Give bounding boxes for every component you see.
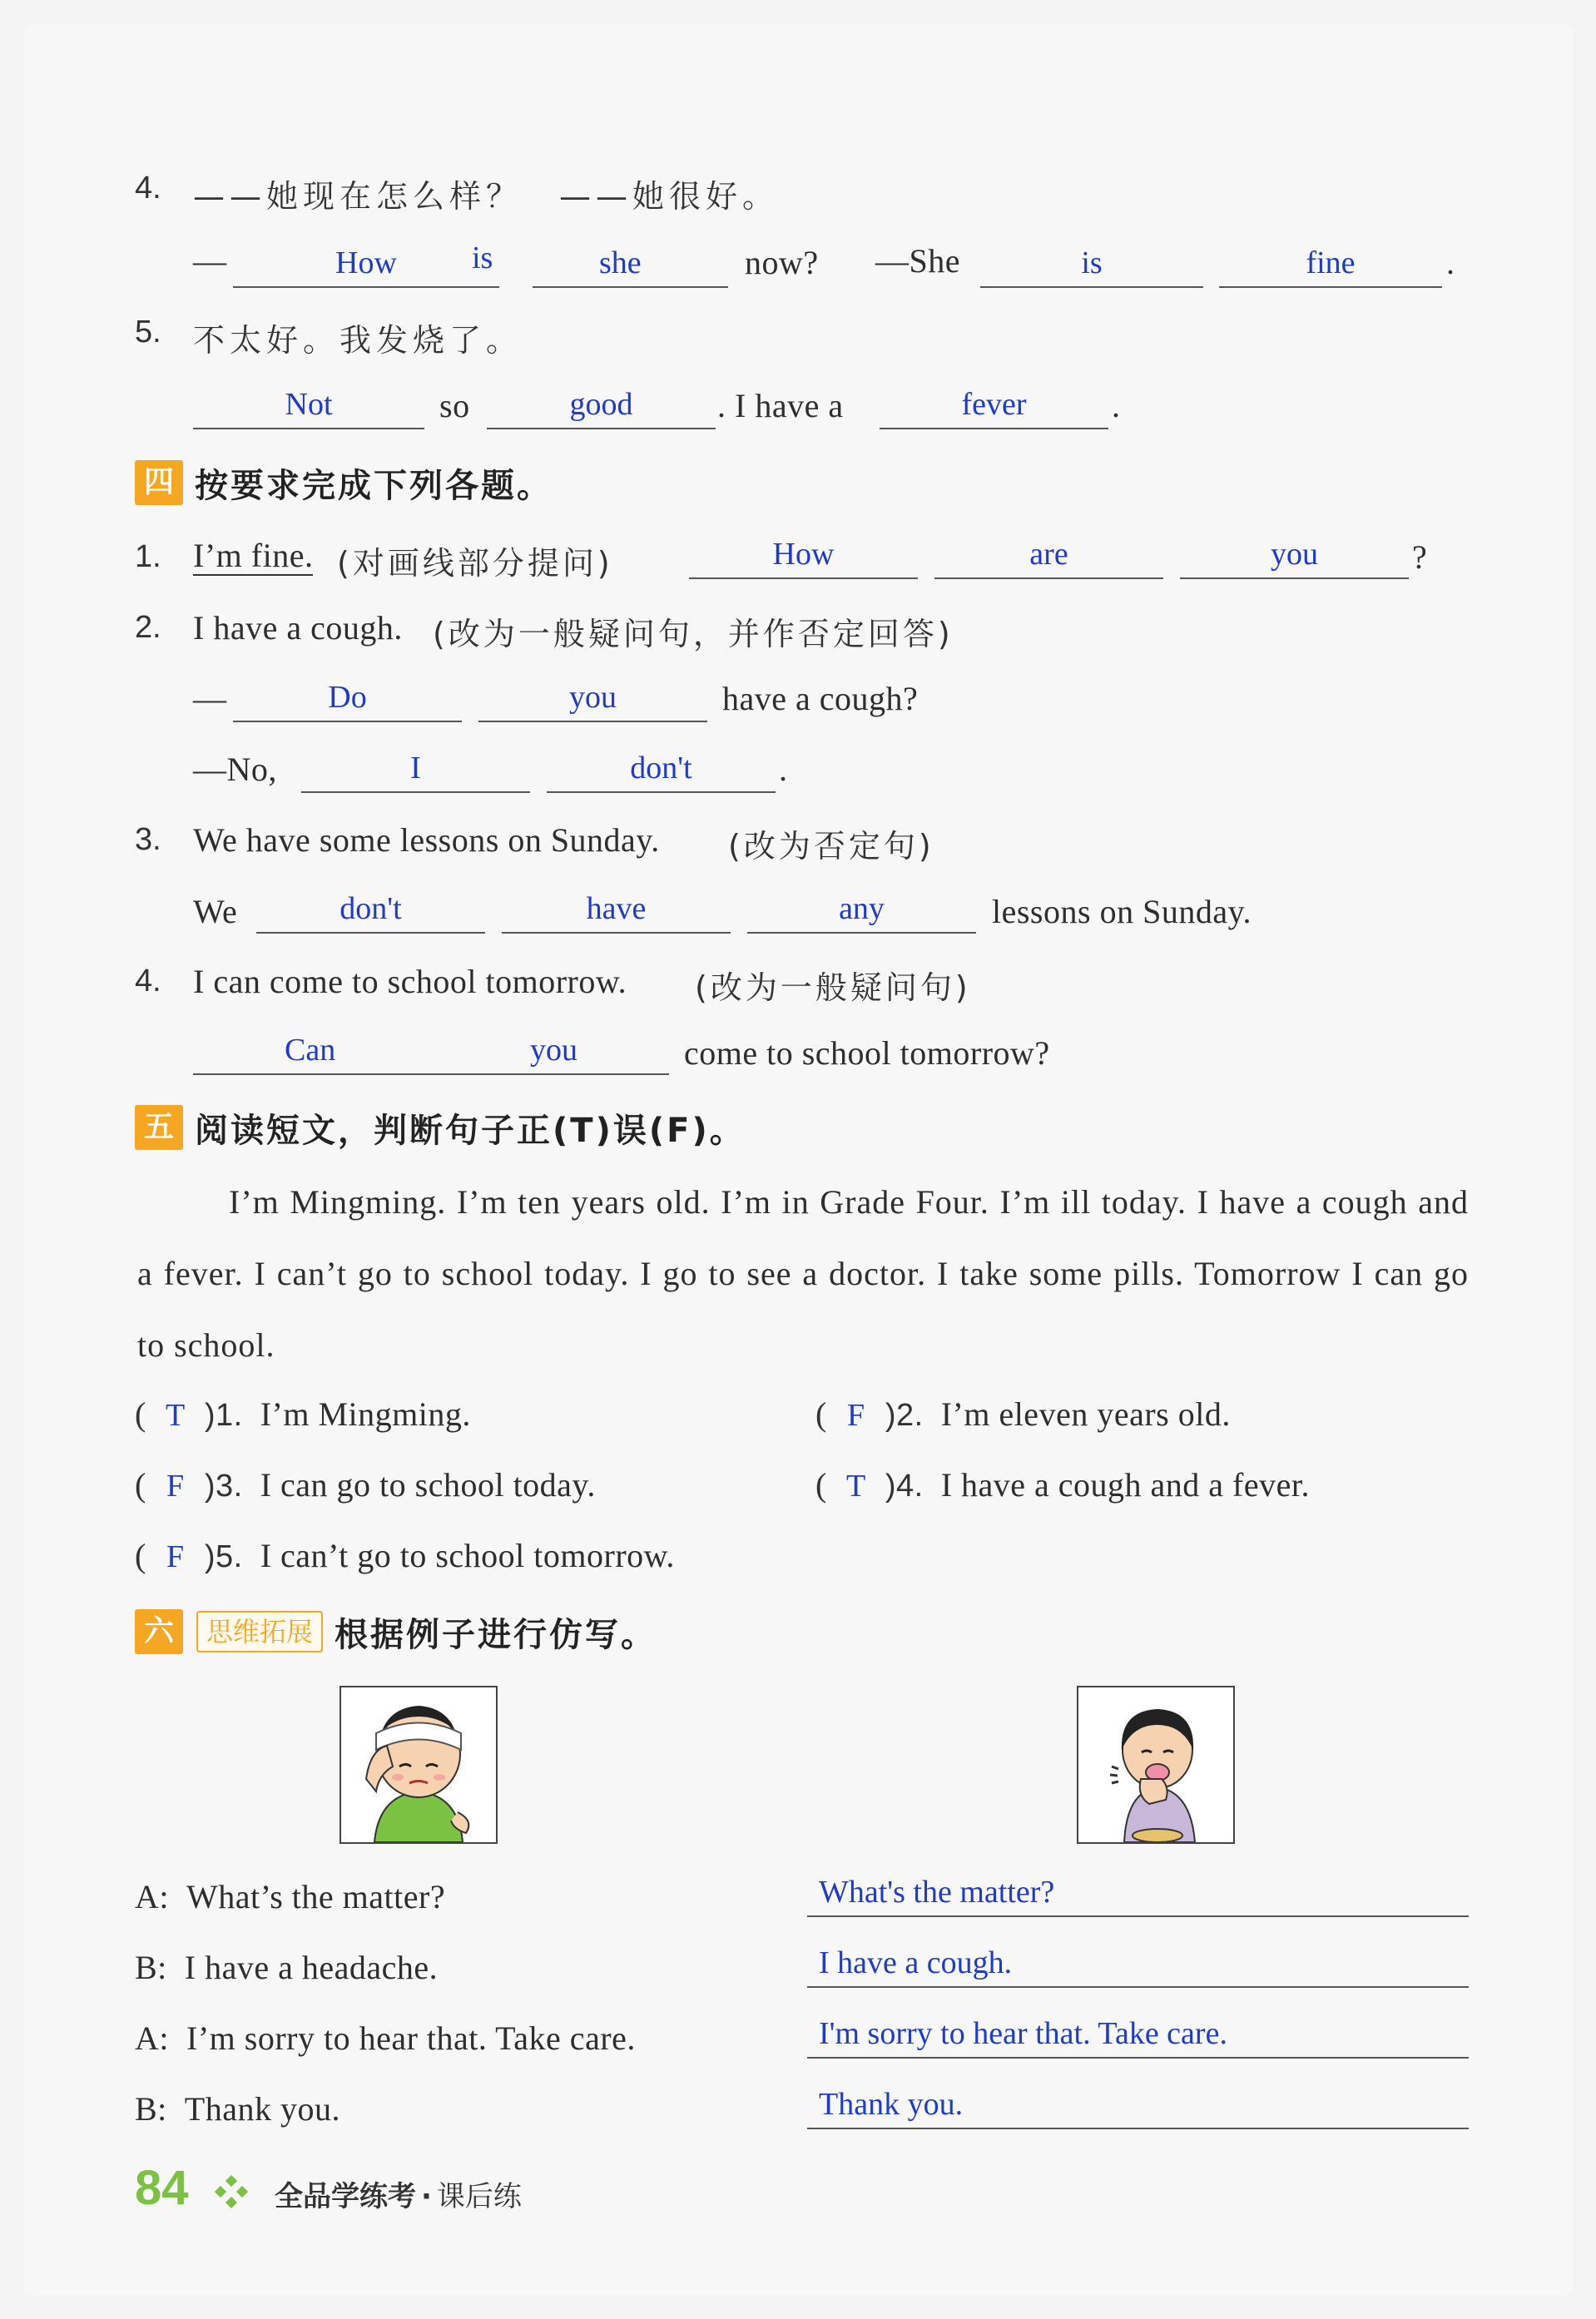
dash: — — [193, 680, 227, 717]
dialogue-line — [135, 2019, 636, 2058]
footer-dot: · — [421, 2180, 432, 2213]
open-paren: ( — [135, 1466, 146, 1504]
section-header-5 — [135, 1105, 746, 1150]
section-badge: 六 — [135, 1609, 183, 1654]
item-text: I can’t go to school tomorrow. — [260, 1537, 675, 1574]
question-mark: ? — [1412, 538, 1428, 576]
question-note: (对画线部分提问) — [337, 545, 613, 582]
question-text: —No, — [193, 751, 277, 788]
answer-text: good — [569, 387, 633, 422]
tf-item — [135, 1465, 596, 1504]
answer-text: How — [772, 537, 835, 572]
speaker: A: — [135, 1878, 169, 1915]
dialogue-text: What’s the matter? — [186, 1878, 446, 1915]
answer-blank[interactable] — [478, 681, 707, 722]
footer-brand — [275, 2173, 522, 2214]
item-number: )2. — [885, 1398, 924, 1433]
item-number: )4. — [885, 1469, 924, 1504]
answer-text: Can — [285, 1033, 336, 1068]
answer-blank[interactable] — [193, 1033, 669, 1075]
question-number: 2. — [135, 610, 161, 645]
footer-subtitle: 课后练 — [436, 2180, 522, 2213]
item-text: I have a cough and a fever. — [940, 1466, 1310, 1504]
headache-boy-icon — [341, 1687, 496, 1842]
question-chinese: ——她现在怎么样？ ——她很好。 — [193, 178, 780, 215]
item-number: )1. — [204, 1398, 243, 1433]
answer-text: is — [1081, 245, 1103, 280]
dialogue-text: I have a headache. — [184, 1949, 439, 1986]
clover-icon — [215, 2175, 248, 2212]
item-text: I’m Mingming. — [260, 1395, 471, 1433]
section-title: 根据例子进行仿写。 — [335, 1615, 657, 1654]
answer-text: is — [472, 240, 493, 275]
open-paren: ( — [135, 1395, 146, 1433]
answer-blank[interactable] — [747, 892, 976, 934]
dialogue-line — [135, 2089, 340, 2128]
item-number: )3. — [204, 1469, 243, 1504]
cough-boy-illustration — [1077, 1686, 1235, 1844]
question-text: lessons on Sunday. — [992, 893, 1252, 930]
answer-blank[interactable] — [502, 892, 731, 934]
answer-blank[interactable] — [934, 538, 1163, 579]
tf-answer[interactable]: T — [845, 1469, 866, 1504]
answer-blank[interactable] — [1180, 538, 1409, 579]
dash: — — [193, 242, 227, 280]
question-text: We have some lessons on Sunday. — [193, 821, 660, 859]
section-header-6 — [135, 1609, 657, 1654]
dialogue-text: Thank you. — [184, 2090, 340, 2128]
tf-item — [135, 1536, 675, 1575]
page-number: 84 — [135, 2161, 189, 2215]
section-tag: 思维拓展 — [196, 1611, 323, 1653]
answer-line[interactable] — [807, 2088, 1469, 2129]
answer-text: I — [410, 751, 421, 785]
tf-answer[interactable]: F — [166, 1539, 185, 1574]
tf-item — [135, 1395, 471, 1434]
open-paren: ( — [815, 1395, 827, 1433]
question-number: 3. — [135, 822, 161, 857]
tf-answer[interactable]: F — [847, 1398, 865, 1433]
answer-text: you — [569, 680, 617, 715]
answer-blank[interactable] — [547, 751, 776, 793]
question-text: now? — [745, 244, 819, 281]
tf-item — [815, 1465, 1310, 1504]
dialogue-text: I’m sorry to hear that. Take care. — [186, 2019, 636, 2057]
question-text: have a cough? — [722, 680, 919, 717]
question-text: I have a cough. — [193, 609, 403, 647]
answer-blank[interactable] — [689, 538, 918, 579]
speaker: B: — [135, 2090, 167, 2128]
question-number: 1. — [135, 539, 161, 574]
answer-text: you — [530, 1033, 577, 1068]
answer-text: you — [1271, 537, 1318, 572]
answer-text: Thank you. — [819, 2087, 964, 2122]
tf-answer[interactable]: T — [165, 1398, 186, 1433]
question-text: I’m fine. — [193, 537, 314, 574]
answer-text: are — [1029, 537, 1068, 572]
answer-blank[interactable] — [233, 681, 462, 722]
answer-blank[interactable] — [487, 388, 716, 429]
tf-answer[interactable]: F — [166, 1469, 185, 1504]
question-note: (改为否定句) — [728, 828, 934, 865]
answer-blank[interactable] — [533, 246, 728, 288]
headache-boy-illustration — [340, 1686, 498, 1844]
question-text: —She — [875, 242, 960, 280]
period: . — [779, 751, 788, 788]
section-badge: 四 — [135, 460, 183, 505]
answer-text: How — [335, 245, 397, 280]
period: . — [1446, 244, 1455, 281]
answer-text: I'm sorry to hear that. Take care. — [819, 2016, 1227, 2051]
section-title: 阅读短文，判断句子正(T)误(F)。 — [195, 1111, 746, 1150]
question-text: . I have a — [717, 387, 844, 424]
open-paren: ( — [135, 1537, 146, 1574]
question-number: 5. — [135, 315, 161, 349]
question-text: I can come to school tomorrow. — [193, 963, 627, 1000]
question-text: come to school tomorrow? — [684, 1034, 1050, 1072]
answer-text: she — [599, 245, 642, 280]
answer-blank[interactable] — [193, 388, 424, 429]
answer-line[interactable] — [807, 1876, 1469, 1917]
brand-name: 全品学练考 — [275, 2180, 416, 2213]
answer-text: don't — [340, 891, 402, 926]
answer-blank[interactable] — [1219, 246, 1442, 288]
answer-blank[interactable] — [980, 246, 1203, 288]
answer-text: I have a cough. — [819, 1945, 1013, 1980]
dialogue-line — [135, 1877, 445, 1916]
question-note: (改为一般疑问句，并作否定回答) — [433, 616, 954, 652]
answer-blank[interactable] — [256, 892, 485, 934]
answer-line[interactable] — [807, 2017, 1469, 2059]
question-note: (改为一般疑问句) — [695, 969, 971, 1006]
answer-blank[interactable] — [301, 751, 530, 793]
answer-text: fine — [1306, 245, 1356, 280]
question-number: 4. — [135, 171, 161, 206]
reading-passage: I’m Mingming. I’m ten years old. I’m in Grade Four. I’m ill today. I have a cough and a fever. I can’t go to school today. I go to see a doctor. I take some pills. Tomorrow I can go to school. — [137, 1183, 1469, 1364]
period: . — [1112, 387, 1121, 424]
cough-boy-icon — [1078, 1687, 1233, 1842]
item-text: I’m eleven years old. — [940, 1395, 1231, 1433]
answer-line[interactable] — [807, 1946, 1469, 1988]
section-title: 按要求完成下列各题。 — [195, 466, 553, 505]
open-paren: ( — [815, 1466, 827, 1504]
question-text: We — [193, 893, 238, 930]
section-header-4 — [135, 460, 553, 505]
answer-blank[interactable] — [880, 388, 1108, 429]
answer-text: What's the matter? — [819, 1875, 1055, 1910]
dialogue-line — [135, 1948, 438, 1987]
answer-text: fever — [961, 387, 1027, 422]
question-text: so — [439, 387, 470, 424]
question-chinese: 不太好。我发烧了。 — [193, 322, 523, 359]
answer-blank[interactable] — [233, 246, 499, 288]
answer-text: any — [839, 891, 885, 926]
speaker: B: — [135, 1949, 167, 1986]
section-badge: 五 — [135, 1105, 183, 1150]
question-number: 4. — [135, 964, 161, 998]
answer-text: don't — [630, 751, 692, 785]
speaker: A: — [135, 2019, 169, 2057]
answer-text: Not — [285, 387, 333, 422]
tf-item — [815, 1395, 1231, 1434]
item-number: )5. — [204, 1539, 243, 1574]
item-text: I can go to school today. — [260, 1466, 596, 1504]
answer-text: have — [586, 891, 647, 926]
answer-text: Do — [328, 680, 367, 715]
